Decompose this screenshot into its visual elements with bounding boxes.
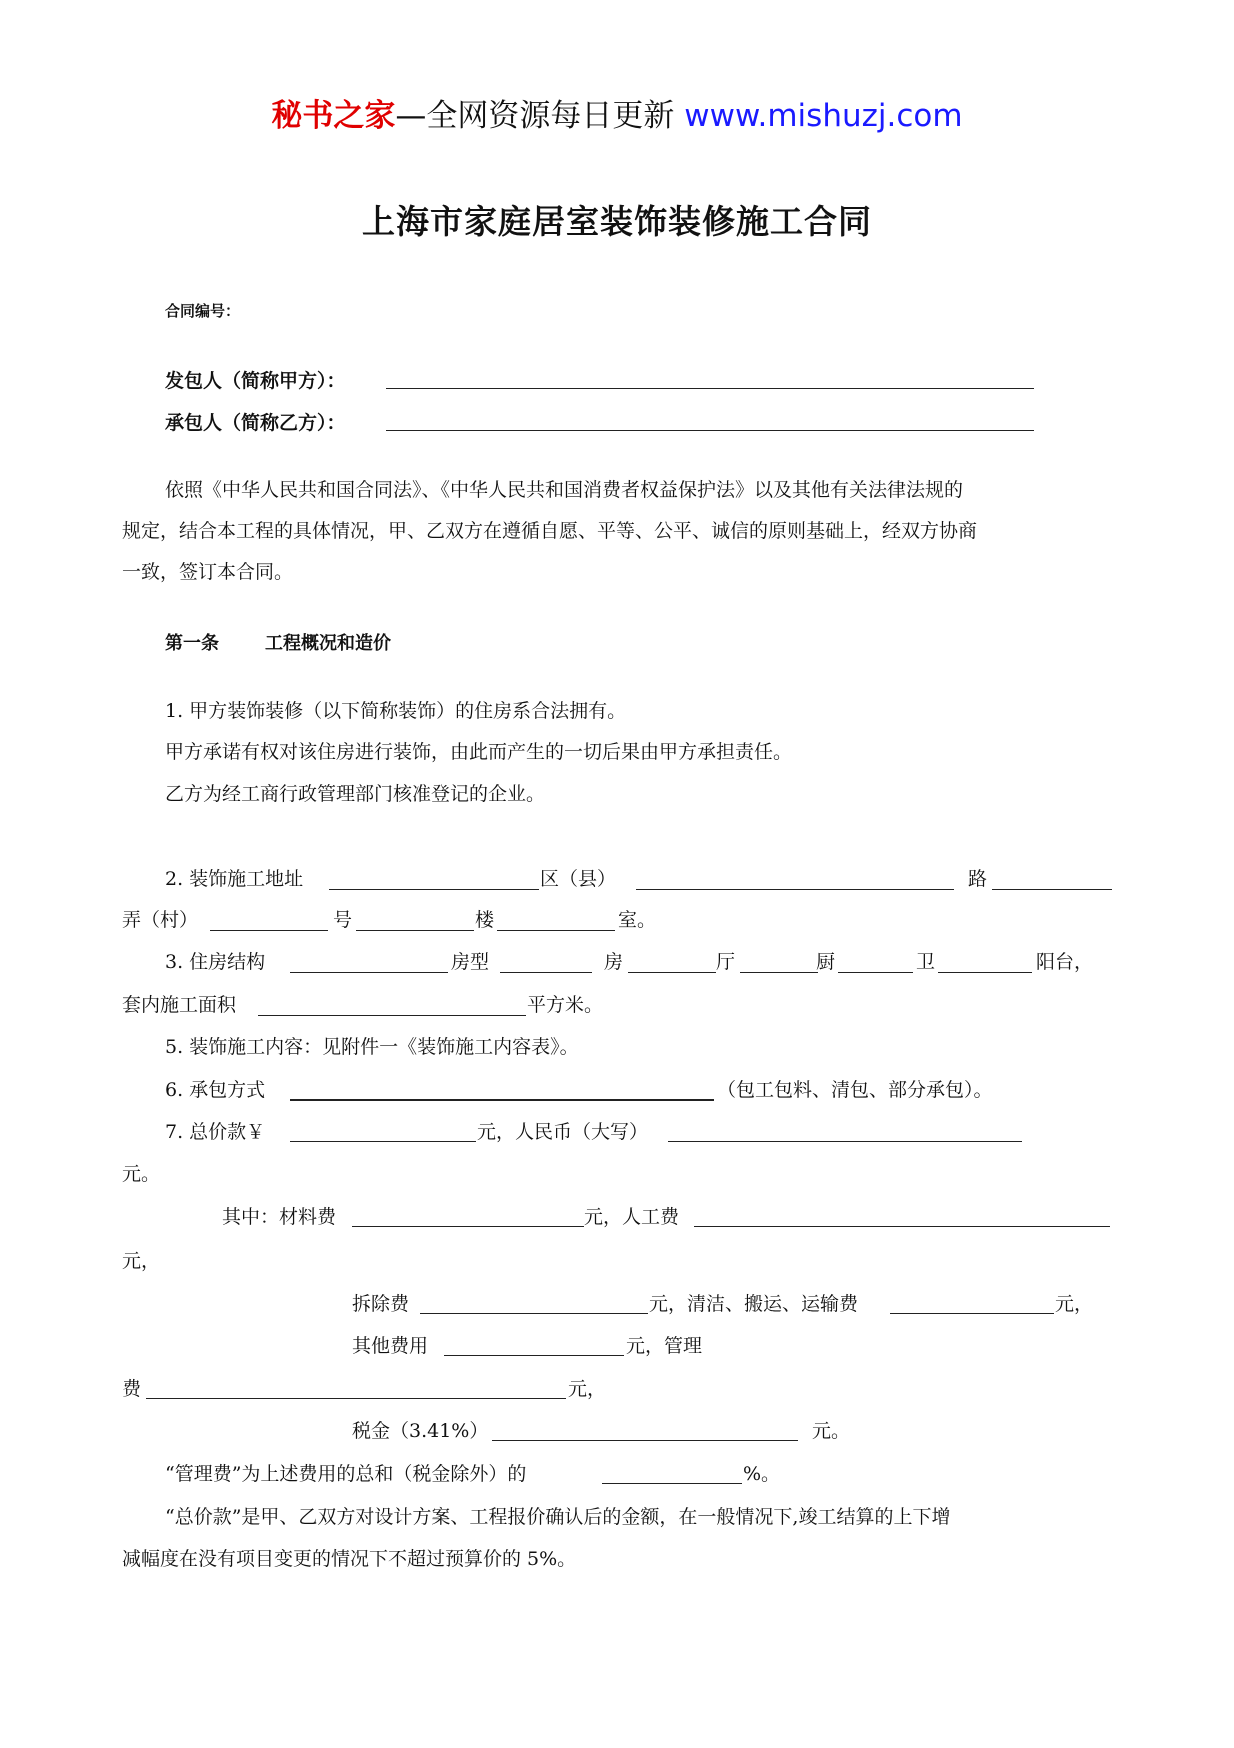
address-label: 2. 装饰施工地址: [165, 868, 304, 890]
address-lane-field[interactable]: [210, 930, 328, 931]
labor-fee-end: 元，: [122, 1250, 161, 1272]
total-note-line-2: 减幅度在没有项目变更的情况下不超过预算价的 5%。: [122, 1548, 577, 1570]
cleaning-fee-end: 元，: [1055, 1293, 1094, 1315]
address-building-label: 楼: [475, 909, 495, 931]
site-tagline: —全网资源每日更新: [395, 98, 685, 134]
item-1-line-2: 甲方承诺有权对该住房进行装饰，由此而产生的一切后果由甲方承担责任。: [165, 741, 793, 763]
party-b-label: 承包人（简称乙方）：: [165, 412, 346, 434]
kitchens-field[interactable]: [838, 972, 913, 973]
structure-field[interactable]: [290, 972, 448, 973]
intro-line-1: 依照《中华人民共和国合同法》、《中华人民共和国消费者权益保护法》以及其他有关法律法规的: [165, 479, 964, 501]
item-1-line-3: 乙方为经工商行政管理部门核准登记的企业。: [165, 783, 546, 805]
tax-field[interactable]: [492, 1440, 798, 1441]
article-1-title: 工程概况和造价: [265, 633, 391, 654]
address-city-field[interactable]: [329, 889, 539, 890]
party-a-label: 发包人（简称甲方）：: [165, 370, 346, 392]
tax-label: 税金（3.41%）: [352, 1420, 489, 1442]
total-price-end: 元。: [122, 1163, 161, 1185]
site-brand: 秘书之家: [271, 98, 396, 134]
structure-label: 3. 住房结构: [165, 951, 266, 973]
contract-mode-options: （包工包料、清包、部分承包）。: [717, 1079, 993, 1101]
contract-mode-field[interactable]: [290, 1099, 714, 1101]
address-road-label: 路: [968, 868, 988, 890]
address-district-field[interactable]: [636, 889, 954, 890]
party-a-field[interactable]: [386, 388, 1034, 389]
total-price-rmb-label: 元，人民币（大写）: [477, 1121, 649, 1143]
other-fee-field[interactable]: [444, 1355, 624, 1356]
item-5: 5. 装饰施工内容：见附件一《装饰施工内容表》。: [165, 1036, 579, 1058]
address-district-label: 区（县）: [540, 868, 617, 890]
halls-field[interactable]: [740, 972, 818, 973]
address-number-field[interactable]: [356, 930, 474, 931]
rooms-label: 房: [604, 951, 624, 973]
area-label: 套内施工面积: [122, 994, 237, 1016]
address-road-field[interactable]: [992, 889, 1112, 890]
article-1-number: 第一条: [165, 633, 219, 654]
material-fee-field[interactable]: [352, 1226, 584, 1227]
halls-label: 厅: [716, 951, 736, 973]
demolition-fee-field[interactable]: [420, 1313, 648, 1314]
baths-label: 卫: [916, 951, 936, 973]
cleaning-fee-label: 元，清洁、搬运、运输费: [649, 1293, 859, 1315]
other-fee-label: 其他费用: [352, 1335, 429, 1357]
house-type-field[interactable]: [500, 972, 592, 973]
intro-line-2: 规定，结合本工程的具体情况，甲、乙双方在遵循自愿、平等、公平、诚信的原则基础上，经双方协商: [122, 520, 978, 542]
address-number-label: 号: [333, 909, 353, 931]
balconies-label: 阳台，: [1036, 951, 1094, 973]
document-title: 上海市家庭居室装饰装修施工合同: [362, 202, 872, 241]
rooms-field[interactable]: [628, 972, 716, 973]
house-type-label: 房型: [451, 951, 490, 973]
cleaning-fee-field[interactable]: [890, 1313, 1054, 1314]
area-unit: 平方米。: [527, 994, 604, 1016]
kitchens-label: 厨: [816, 951, 836, 973]
site-header: [0, 96, 1234, 136]
address-room-label: 室。: [618, 909, 657, 931]
total-note-line-1: “总价款”是甲、乙双方对设计方案、工程报价确认后的金额，在一般情况下,竣工结算的上下增: [165, 1506, 951, 1528]
management-percent-field[interactable]: [602, 1483, 742, 1484]
management-percent-unit: %。: [743, 1463, 781, 1485]
labor-fee-field[interactable]: [694, 1226, 1110, 1227]
labor-fee-label: 元，人工费: [584, 1206, 680, 1228]
address-lane-label: 弄（村）: [122, 909, 199, 931]
item-1-line-1: 1. 甲方装饰装修（以下简称装饰）的住房系合法拥有。: [165, 700, 627, 722]
tax-end: 元。: [812, 1420, 851, 1442]
total-price-capital-field[interactable]: [668, 1141, 1022, 1142]
contract-mode-label: 6. 承包方式: [165, 1079, 266, 1101]
total-price-field[interactable]: [290, 1141, 476, 1142]
management-note: “管理费”为上述费用的总和（税金除外）的: [165, 1463, 527, 1485]
material-fee-label: 其中：材料费: [222, 1206, 337, 1228]
area-field[interactable]: [258, 1015, 526, 1016]
intro-line-3: 一致，签订本合同。: [122, 561, 294, 583]
baths-field[interactable]: [938, 972, 1032, 973]
management-fee-label: 元，管理: [626, 1335, 703, 1357]
party-b-field[interactable]: [386, 430, 1034, 431]
contract-number-label: 合同编号：: [165, 302, 241, 320]
demolition-fee-label: 拆除费: [352, 1293, 410, 1315]
management-fee-end: 元，: [568, 1378, 607, 1400]
management-fee-field[interactable]: [146, 1398, 566, 1399]
address-building-field[interactable]: [497, 930, 615, 931]
management-fee-label-end: 费: [122, 1378, 142, 1400]
total-price-label: 7. 总价款￥: [165, 1121, 266, 1143]
site-url-link[interactable]: www.mishuzj.com: [684, 98, 963, 134]
